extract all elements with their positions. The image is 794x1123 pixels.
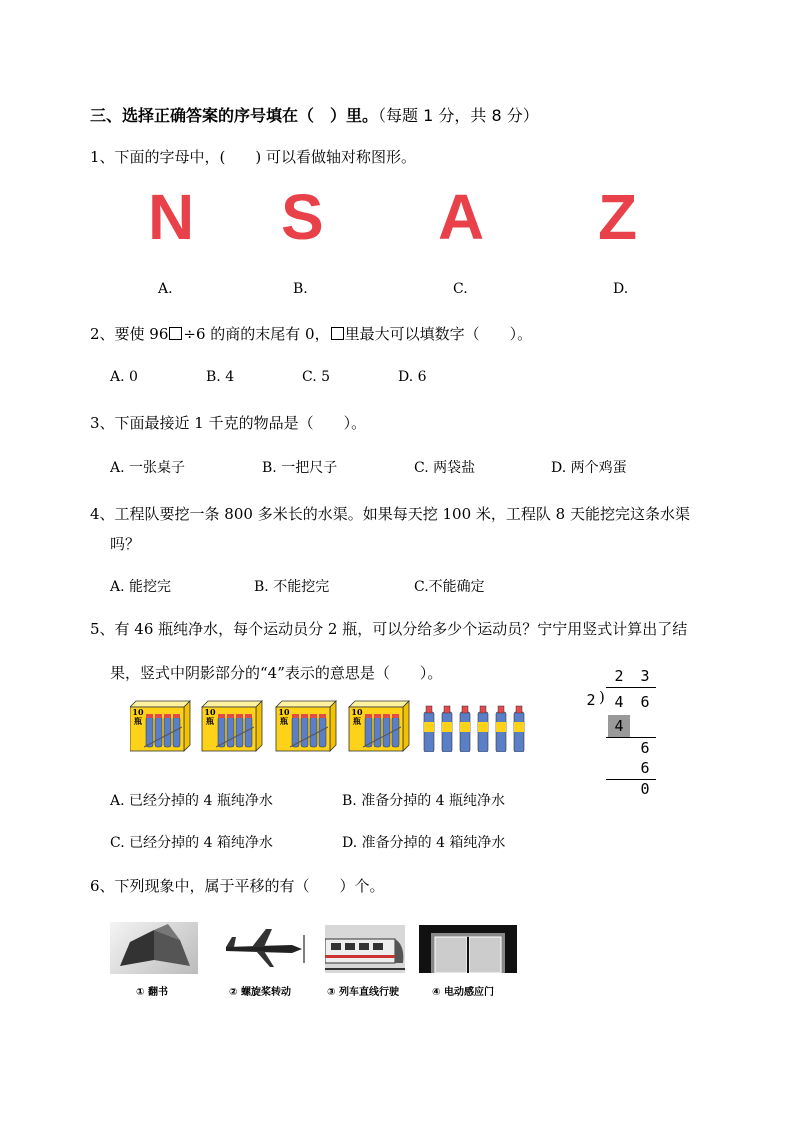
caption-train: ③ 列车直线行驶 [327,987,399,998]
section-note: （每题 1 分，共 8 分） [378,106,539,125]
q5-option-b[interactable]: B. 准备分掉的 4 瓶纯净水 [342,793,505,809]
book-picture [110,922,198,974]
q2-text-mid: ÷6 的商的末尾有 0， [183,325,330,343]
dividend-digit: 6 [640,693,650,711]
q2-option-c[interactable]: C. 5 [302,369,331,385]
question-1: 1、下面的字母中，( ) 可以看做轴对称图形。 [90,148,417,166]
division-bar [606,687,656,688]
letter-z: Z [598,181,638,253]
q3-option-c[interactable]: C. 两袋盐 [414,460,476,476]
question-5-line1: 5、有 46 瓶纯净水，每个运动员分 2 瓶，可以分给多少个运动员？宁宁用竖式计算出了结 [90,620,688,638]
letter-s: S [281,181,324,253]
divisor: 2 [586,691,596,709]
remainder-digit: 0 [640,780,650,798]
caption-flip-book: ① 翻书 [136,987,168,998]
q2-option-b[interactable]: B. 4 [206,369,235,385]
letter-n: N [148,181,195,253]
division-line [606,737,656,738]
question-6: 6、下列现象中，属于平移的有（ ）个。 [90,877,385,895]
box-label: 10 瓶 [204,707,216,726]
q2-option-a[interactable]: A. 0 [110,369,138,385]
question-5-line2: 果，竖式中阴影部分的“4”表示的意思是（ ）。 [110,664,443,682]
q3-option-b[interactable]: B. 一把尺子 [262,460,338,476]
q1-option-c[interactable]: C. [453,281,468,297]
q4-option-a[interactable]: A. 能挖完 [110,579,172,595]
q2-option-d[interactable]: D. 6 [398,369,427,385]
bottles-svg [130,700,532,752]
q3-option-d[interactable]: D. 两个鸡蛋 [551,460,627,476]
step-digit: 6 [640,739,650,757]
question-4-line2: 吗？ [110,535,141,553]
plane-picture [222,925,308,973]
q1-option-a[interactable]: A. [158,281,173,297]
door-picture [419,925,517,973]
quotient-digit: 2 [614,667,624,685]
blank-box [331,327,344,340]
train-picture [325,925,405,973]
q3-option-a[interactable]: A. 一张桌子 [110,460,186,476]
automatic-door-icon [419,925,517,973]
box-label: 10 瓶 [278,707,290,726]
q2-text-before: 2、要使 96 [90,325,169,343]
quotient-digit: 3 [640,667,650,685]
q5-option-a[interactable]: A. 已经分掉的 4 瓶纯净水 [110,793,273,809]
caption-propeller: ② 螺旋桨转动 [229,987,291,998]
letter-a: A [438,181,485,253]
box-label: 10 瓶 [351,707,363,726]
water-bottles-illustration [130,700,532,752]
section-title [90,103,539,126]
q5-option-d[interactable]: D. 准备分掉的 4 箱纯净水 [342,835,506,851]
q4-option-c[interactable]: C.不能确定 [414,579,485,595]
box-label: 10 瓶 [132,707,144,726]
q1-option-d[interactable]: D. [613,281,629,297]
question-2 [90,323,532,344]
q2-text-after: 里最大可以填数字（ ）。 [344,325,533,343]
blank-box [169,327,182,340]
train-icon [325,925,405,973]
division-bracket: ) [599,688,605,706]
question-4-line1: 4、工程队要挖一条 800 多米长的水渠。如果每天挖 100 米，工程队 8 天能挖完这条水渠 [90,505,690,523]
q4-option-b[interactable]: B. 不能挖完 [254,579,330,595]
propeller-plane-icon [222,925,308,973]
book-icon [110,922,198,974]
q5-option-c[interactable]: C. 已经分掉的 4 箱纯净水 [110,835,273,851]
dividend-digit: 4 [614,693,624,711]
step-digit: 6 [640,759,650,777]
section-title-text: 三、选择正确答案的序号填在（ ）里。 [90,106,379,125]
long-division [580,665,670,800]
caption-door: ④ 电动感应门 [432,987,494,998]
shaded-digit: 4 [608,715,630,737]
question-3: 3、下面最接近 1 千克的物品是（ ）。 [90,414,367,432]
q1-option-b[interactable]: B. [293,281,308,297]
